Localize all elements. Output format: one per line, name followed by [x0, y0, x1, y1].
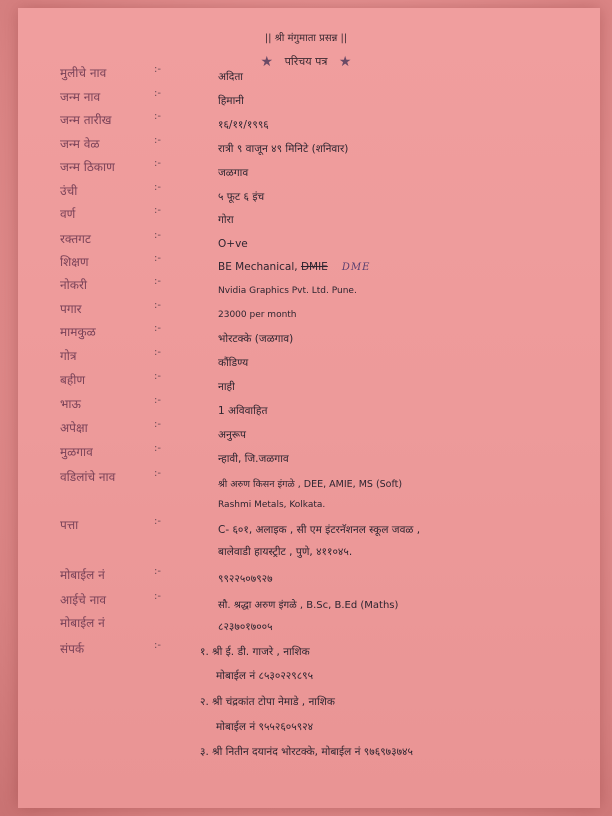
field-value: अदिता [218, 71, 244, 83]
field-separator: :- [154, 591, 161, 602]
field-separator: :- [154, 640, 161, 651]
field-row-girl-name [0, 64, 612, 86]
field-separator: :- [154, 371, 161, 382]
field-separator: :- [154, 347, 161, 358]
document-title: परिचय पत्र [284, 55, 328, 68]
field-label: पत्ता [60, 518, 79, 532]
field-row-birth-place [0, 158, 612, 180]
star-icon: ★ [338, 54, 352, 70]
field-separator: :- [154, 230, 161, 241]
field-separator: :- [154, 182, 161, 193]
field-row-mother-name [0, 591, 612, 613]
field-label: मोबाईल नं [60, 616, 105, 630]
field-label: वडिलांचे नाव [60, 470, 116, 484]
field-value [218, 261, 370, 273]
field-value: नाही [218, 381, 235, 393]
field-label: वर्ण [60, 207, 76, 221]
field-separator: :- [154, 395, 161, 406]
contact-line-5: ३. श्री नितीन दयानंद भोरटक्के, मोबाईल नं ९७६९७३७४५ [200, 746, 413, 758]
field-row-salary [0, 300, 612, 322]
field-label: अपेक्षा [60, 421, 88, 435]
field-label: जन्म नाव [60, 90, 101, 104]
field-value: न्हावी, जि.जळगाव [218, 453, 289, 465]
contact-line-2: मोबाईल नं ८५३०२२९८९५ [216, 670, 314, 682]
field-separator: :- [154, 419, 161, 430]
field-row-maternal-family [0, 323, 612, 345]
field-value: श्री अरुण किसन इंगळे , DEE, AMIE, MS (Soft) [218, 479, 403, 490]
field-value: कौंडिण्य [218, 357, 249, 369]
field-row-native-place [0, 443, 612, 465]
field-value: अनुरूप [218, 429, 246, 441]
field-row-birth-name [0, 88, 612, 110]
field-value: १६/११/१९९६ [218, 119, 269, 131]
contact-line-1: १. श्री ई. डी. गाजरे , नाशिक [200, 646, 310, 658]
field-value: O+ve [218, 238, 248, 250]
field-separator: :- [154, 64, 161, 75]
field-row-birth-date [0, 111, 612, 133]
education-text: BE Mechanical, DMIE [218, 261, 328, 273]
field-row-address [0, 516, 612, 538]
field-label: मुळगाव [60, 445, 93, 459]
field-row-complexion [0, 205, 612, 227]
field-label: मुलीचे नाव [60, 66, 107, 80]
field-separator: :- [154, 111, 161, 122]
field-value: भोरटक्के (जळगाव) [218, 333, 294, 345]
field-label: बहीण [60, 373, 86, 387]
field-separator: :- [154, 468, 161, 479]
field-value: जळगाव [218, 167, 249, 179]
field-row-brother [0, 395, 612, 417]
field-row-job [0, 276, 612, 298]
field-row-blood-group [0, 230, 612, 252]
field-label: मोबाईल नं [60, 568, 105, 582]
contact-line-3: २. श्री चंद्रकांत टोपा नेमाडे , नाशिक [200, 696, 335, 708]
field-value: 23000 per month [218, 310, 297, 320]
field-row-birth-time [0, 135, 612, 157]
field-separator: :- [154, 205, 161, 216]
field-separator: :- [154, 253, 161, 264]
field-row-height [0, 182, 612, 204]
field-label: नोकरी [60, 278, 88, 292]
blessing-line: || श्री मंगुमाता प्रसन्न || [264, 33, 348, 44]
field-separator: :- [154, 516, 161, 527]
field-label: पगार [60, 302, 82, 316]
field-value: Nvidia Graphics Pvt. Ltd. Pune. [218, 286, 357, 296]
handwritten-note: DME [341, 262, 371, 273]
field-label: जन्म ठिकाण [60, 160, 115, 174]
field-label: आईचे नाव [60, 593, 107, 607]
field-separator: :- [154, 443, 161, 454]
field-label: रक्तगट [60, 232, 91, 246]
field-separator: :- [154, 276, 161, 287]
contact-line-4: मोबाईल नं ९५५२६०५९२४ [216, 721, 314, 733]
field-separator: :- [154, 566, 161, 577]
field-row-sister [0, 371, 612, 393]
field-label: गोत्र [60, 349, 77, 363]
father-workplace: Rashmi Metals, Kolkata. [218, 500, 326, 510]
field-label: भाऊ [60, 397, 81, 411]
field-label: शिक्षण [60, 255, 89, 269]
address-line-2: बालेवाडी हायस्ट्रीट , पुणे, ४११०४५. [218, 546, 353, 558]
field-row-father-mobile [0, 566, 612, 588]
field-label: जन्म वेळ [60, 137, 100, 151]
field-label: संपर्क [60, 642, 85, 656]
field-label: जन्म तारीख [60, 113, 112, 127]
field-row-education [0, 253, 612, 275]
field-value: ८२३७०१७००५ [218, 621, 273, 633]
field-value: गोरा [218, 214, 234, 226]
struck-text: DMIE [300, 261, 328, 273]
field-separator: :- [154, 323, 161, 334]
field-value: ५ फूट ६ इंच [218, 191, 265, 203]
star-icon: ★ [260, 54, 274, 70]
field-separator: :- [154, 300, 161, 311]
field-row-contact [0, 640, 612, 662]
address-line-1: C- ६०१, अलाइक , सी एम इंटरनॅशनल स्कूल जवळ , [218, 524, 421, 536]
field-separator: :- [154, 135, 161, 146]
field-row-expectation [0, 419, 612, 441]
field-row-father-name [0, 468, 612, 490]
field-value: ९९२२५०७९२७ [218, 573, 273, 585]
field-row-mother-mobile [0, 614, 612, 636]
field-label: मामकुळ [60, 325, 96, 339]
field-separator: :- [154, 158, 161, 169]
field-separator: :- [154, 88, 161, 99]
field-value: हिमानी [218, 95, 244, 107]
field-row-gotra [0, 347, 612, 369]
field-value: सौ. श्रद्धा अरुण इंगळे , B.Sc, B.Ed (Maths) [218, 600, 399, 611]
field-label: उंची [60, 184, 78, 198]
field-value: 1 अविवाहित [218, 405, 268, 417]
field-value: रात्री ९ वाजून ४९ मिनिटे (शनिवार) [218, 143, 349, 155]
